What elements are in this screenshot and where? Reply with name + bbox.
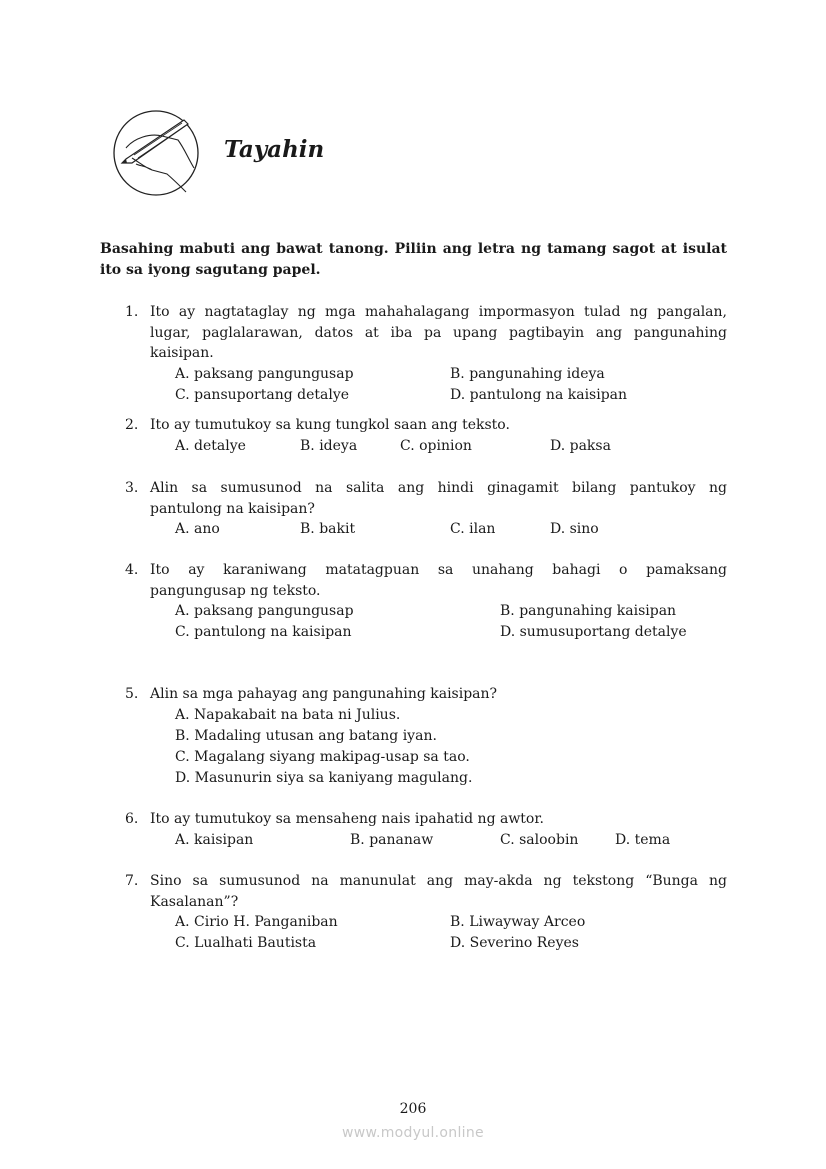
option-a: A. paksang pangungusap xyxy=(175,366,354,382)
option-a: A. Cirio H. Panganiban xyxy=(175,914,338,930)
option-c: C. pantulong na kaisipan xyxy=(175,624,352,640)
question-4 xyxy=(125,560,727,640)
question-text: Sino sa sumusunod na manunulat ang may-akda ng tekstong “Bunga ng xyxy=(150,873,727,889)
question-text: pantulong na kaisipan? xyxy=(150,500,315,517)
option-c: C. pansuportang detalye xyxy=(175,387,350,403)
option-b: B. Madaling utusan ang batang iyan. xyxy=(175,728,437,744)
question-7 xyxy=(125,871,727,951)
question-text: Ito ay karaniwang matatagpuan sa unahang bahagi o pamaksang xyxy=(150,562,727,578)
instruction-line: ito sa iyong sagutang papel. xyxy=(100,262,321,278)
option-d: D. sumusuportang detalye xyxy=(500,624,687,640)
option-b: B. pangunahing kaisipan xyxy=(500,603,677,619)
question-3 xyxy=(125,478,727,537)
option-d: D. pantulong na kaisipan xyxy=(450,387,628,403)
option-b: B. ideya xyxy=(300,438,358,454)
option-a: A. Napakabait na bata ni Julius. xyxy=(175,707,401,723)
option-c: C. ilan xyxy=(450,521,496,537)
question-number: 4. xyxy=(125,562,139,578)
question-5 xyxy=(125,684,727,786)
option-d: D. sino xyxy=(550,521,599,537)
option-d: D. Masunurin siya sa kaniyang magulang. xyxy=(175,770,473,786)
question-text: Ito ay tumutukoy sa mensaheng nais ipahatid ng awtor. xyxy=(150,811,544,827)
question-text: Alin sa mga pahayag ang pangunahing kaisipan? xyxy=(150,686,498,702)
option-d: D. Severino Reyes xyxy=(450,935,579,951)
instructions xyxy=(100,239,727,281)
option-c: C. saloobin xyxy=(500,832,579,848)
question-text: Ito ay nagtataglay ng mga mahahalagang impormasyon tulad ng pangalan, xyxy=(150,304,727,320)
question-text: lugar, paglalarawan, datos at iba pa upang pagtibayin ang pangunahing xyxy=(150,324,727,341)
question-text: kaisipan. xyxy=(150,345,214,362)
option-b: B. pangunahing ideya xyxy=(450,366,605,382)
watermark: www.modyul.online xyxy=(342,1125,484,1141)
question-2 xyxy=(125,415,727,454)
question-text: Ito ay tumutukoy sa kung tungkol saan ang teksto. xyxy=(150,417,510,433)
option-a: A. ano xyxy=(175,521,220,537)
question-text: Alin sa sumusunod na salita ang hindi ginagamit bilang pantukoy ng xyxy=(150,480,727,496)
question-text: pangungusap ng teksto. xyxy=(150,582,321,599)
option-a: A. kaisipan xyxy=(175,832,254,848)
section-title: Tayahin xyxy=(224,136,325,163)
question-number: 7. xyxy=(125,873,139,889)
option-a: A. detalye xyxy=(175,438,246,454)
option-d: D. tema xyxy=(615,832,671,848)
option-b: B. Liwayway Arceo xyxy=(450,914,586,930)
instruction-line: Basahing mabuti ang bawat tanong. Piliin ang letra ng tamang sagot at isulat xyxy=(100,241,727,257)
question-number: 3. xyxy=(125,480,139,496)
option-c: C. Lualhati Bautista xyxy=(175,935,317,951)
question-number: 6. xyxy=(125,811,139,827)
question-number: 1. xyxy=(125,304,139,320)
option-b: B. pananaw xyxy=(350,832,434,848)
option-b: B. bakit xyxy=(300,521,356,537)
option-a: A. paksang pangungusap xyxy=(175,603,354,619)
option-c: C. Magalang siyang makipag-usap sa tao. xyxy=(175,749,470,765)
option-c: C. opinion xyxy=(400,438,472,454)
question-number: 5. xyxy=(125,686,139,702)
hand-writing-pencil-icon xyxy=(112,108,200,198)
question-number: 2. xyxy=(125,417,139,433)
option-d: D. paksa xyxy=(550,438,611,454)
question-text: Kasalanan”? xyxy=(150,893,239,910)
question-6 xyxy=(125,809,727,848)
page-number: 206 xyxy=(399,1101,427,1117)
question-1 xyxy=(125,302,727,403)
